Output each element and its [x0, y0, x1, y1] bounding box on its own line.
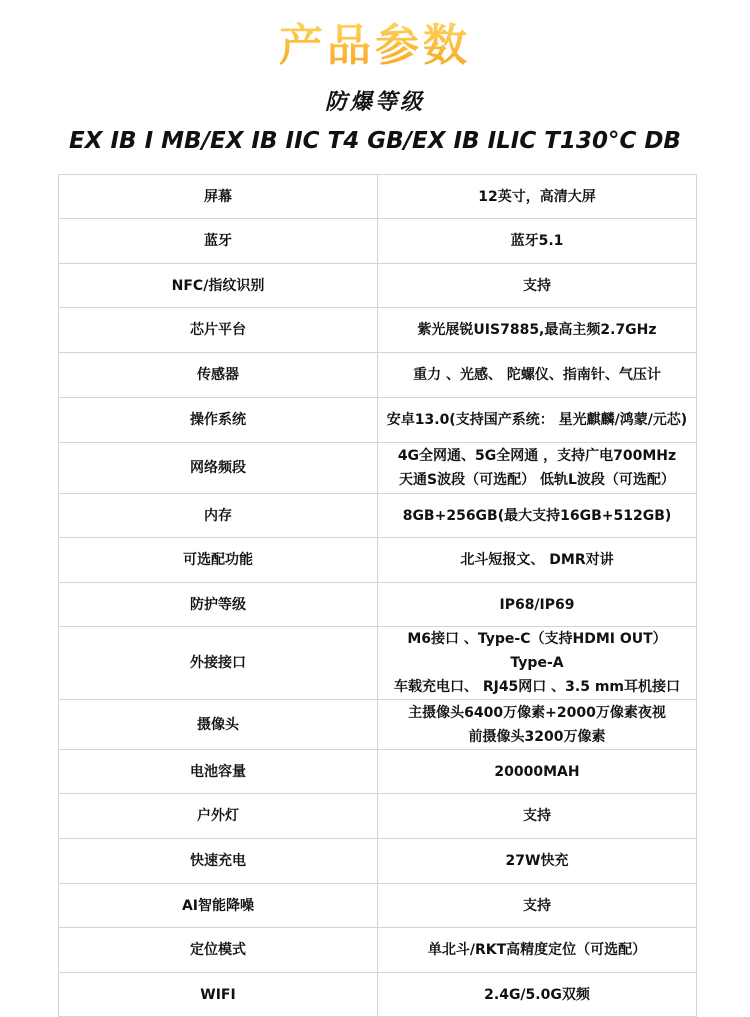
spec-label: 外接接口: [59, 627, 378, 700]
page-title: 产品参数: [0, 18, 750, 74]
spec-label: 定位模式: [59, 928, 378, 973]
table-row: [59, 538, 697, 583]
spec-label: 可选配功能: [59, 538, 378, 583]
spec-value: M6接口 、Type-C（支持HDMI OUT） Type-A 车载充电口、 RJ45网口 、3.5 mm耳机接口: [378, 627, 697, 700]
spec-value: 蓝牙5.1: [378, 219, 697, 264]
spec-value: 支持: [378, 264, 697, 308]
table-row: [59, 973, 697, 1017]
spec-label: 芯片平台: [59, 308, 378, 353]
table-row: [59, 794, 697, 839]
spec-label: 摄像头: [59, 700, 378, 750]
spec-value: 安卓13.0(支持国产系统： 星光麒麟/鸿蒙/元芯): [378, 398, 697, 443]
spec-value: 20000MAH: [378, 750, 697, 794]
spec-label: 电池容量: [59, 750, 378, 794]
table-row: [59, 884, 697, 928]
explosion-rating-heading: 防爆等级: [324, 90, 425, 115]
spec-label: 内存: [59, 494, 378, 538]
spec-label: WIFI: [59, 973, 378, 1017]
explosion-rating-standard: EX IB I MB/EX IB IIC T4 GB/EX IB ILIC T130°C DB: [69, 128, 681, 154]
table-row: [59, 583, 697, 627]
spec-label: 防护等级: [59, 583, 378, 627]
spec-label: 操作系统: [59, 398, 378, 443]
spec-value: 支持: [378, 884, 697, 928]
spec-value: 紫光展锐UIS7885,最高主频2.7GHz: [378, 308, 697, 353]
spec-value: 12英寸，高清大屏: [378, 175, 697, 219]
table-row: [59, 264, 697, 308]
table-row: [59, 750, 697, 794]
spec-label: 蓝牙: [59, 219, 378, 264]
spec-value: 重力 、光感、 陀螺仪、指南针、气压计: [378, 353, 697, 398]
spec-label: 传感器: [59, 353, 378, 398]
spec-table: [58, 174, 697, 1017]
spec-value: 8GB+256GB(最大支持16GB+512GB): [378, 494, 697, 538]
table-row: [59, 443, 697, 494]
table-row: [59, 308, 697, 353]
table-row: [59, 627, 697, 700]
spec-value: IP68/IP69: [378, 583, 697, 627]
table-row: [59, 353, 697, 398]
spec-label: 网络频段: [59, 443, 378, 494]
table-row: [59, 175, 697, 219]
table-row: [59, 928, 697, 973]
spec-value: 2.4G/5.0G双频: [378, 973, 697, 1017]
spec-value: 单北斗/RKT高精度定位（可选配）: [378, 928, 697, 973]
table-row: [59, 398, 697, 443]
spec-value: 主摄像头6400万像素+2000万像素夜视 前摄像头3200万像素: [378, 700, 697, 750]
table-row: [59, 494, 697, 538]
spec-value: 支持: [378, 794, 697, 839]
spec-value: 27W快充: [378, 839, 697, 884]
spec-label: 户外灯: [59, 794, 378, 839]
spec-value: 4G全网通、5G全网通 ，支持广电700MHz 天通S波段（可选配） 低轨L波段（可选配）: [378, 443, 697, 494]
spec-label: AI智能降噪: [59, 884, 378, 928]
table-row: [59, 219, 697, 264]
table-row: [59, 700, 697, 750]
spec-label: 屏幕: [59, 175, 378, 219]
spec-label: NFC/指纹识别: [59, 264, 378, 308]
table-row: [59, 839, 697, 884]
spec-value: 北斗短报文、 DMR对讲: [378, 538, 697, 583]
spec-label: 快速充电: [59, 839, 378, 884]
